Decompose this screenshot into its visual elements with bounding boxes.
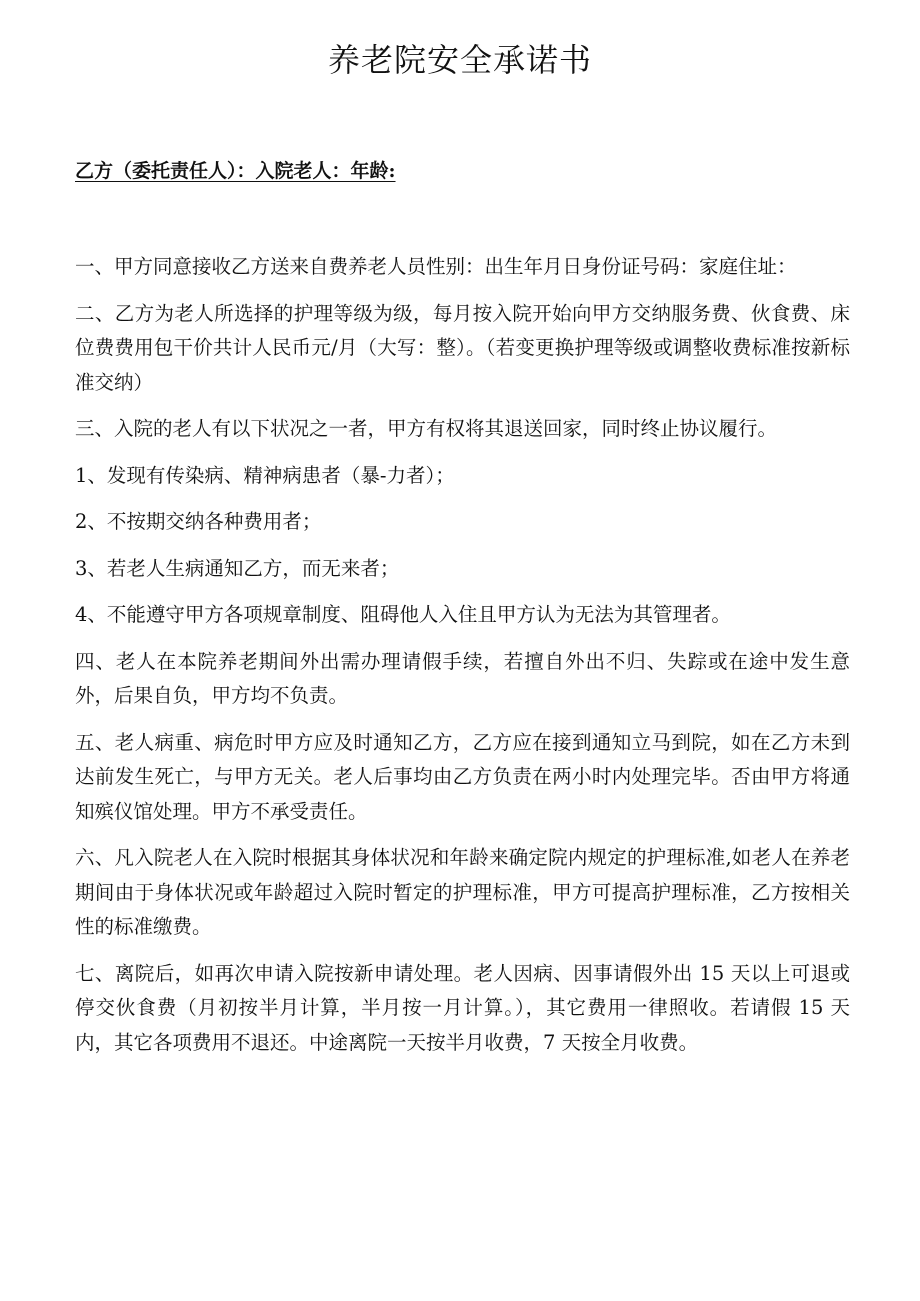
clause-7: 七、离院后，如再次申请入院按新申请处理。老人因病、因事请假外出 15 天以上可退或停交伙食费（月初按半月计算，半月按一月计算。），其它费用一律照收。若请假 15 天内，其它各项费用不退还。中途离院一天按半月收费，7 天按全月收费。 [75,961,850,1054]
clause-3-item-4: 4、不能遵守甲方各项规章制度、阻碍他人入住且甲方认为无法为其管理者。 [75,603,731,626]
clause-3-item-3: 3、若老人生病通知乙方，而无来者； [75,556,400,580]
clause-4: 四、老人在本院养老期间外出需办理请假手续，若擅自外出不归、失踪或在途中发生意外，后果自负，甲方均不负责。 [75,649,850,707]
document-title: 养老院安全承诺书 [327,41,592,79]
clause-5: 五、老人病重、病危时甲方应及时通知乙方，乙方应在接到通知立马到院，如在乙方未到达前发生死亡，与甲方无关。老人后事均由乙方负责在两小时内处理完毕。否由甲方将通知殡仪馆处理。甲方不承受责任。 [75,730,850,823]
clause-3: 三、入院的老人有以下状况之一者，甲方有权将其退送回家，同时终止协议履行。 [75,417,778,440]
party-info-line: 乙方（委托责任人）：入院老人：年龄: [75,160,396,182]
clause-3-item-2: 2、不按期交纳各种费用者； [75,510,322,533]
document-body [75,250,850,1072]
clause-1: 一、甲方同意接收乙方送来自费养老人员性别：出生年月日身份证号码：家庭住址： [75,255,797,278]
clause-2: 二、乙方为老人所选择的护理等级为级，每月按入院开始向甲方交纳服务费、伙食费、床位费费用包干价共计人民币元/月（大写：整）。（若变更换护理等级或调整收费标准按新标准交纳） [75,301,850,394]
clause-6: 六、凡入院老人在入院时根据其身体状况和年龄来确定院内规定的护理标准,如老人在养老期间由于身体状况或年龄超过入院时暂定的护理标准，甲方可提高护理标准，乙方按相关性的标准缴费。 [75,846,850,938]
clause-3-item-1: 1、发现有传染病、精神病患者（暴-力者）； [75,463,455,487]
